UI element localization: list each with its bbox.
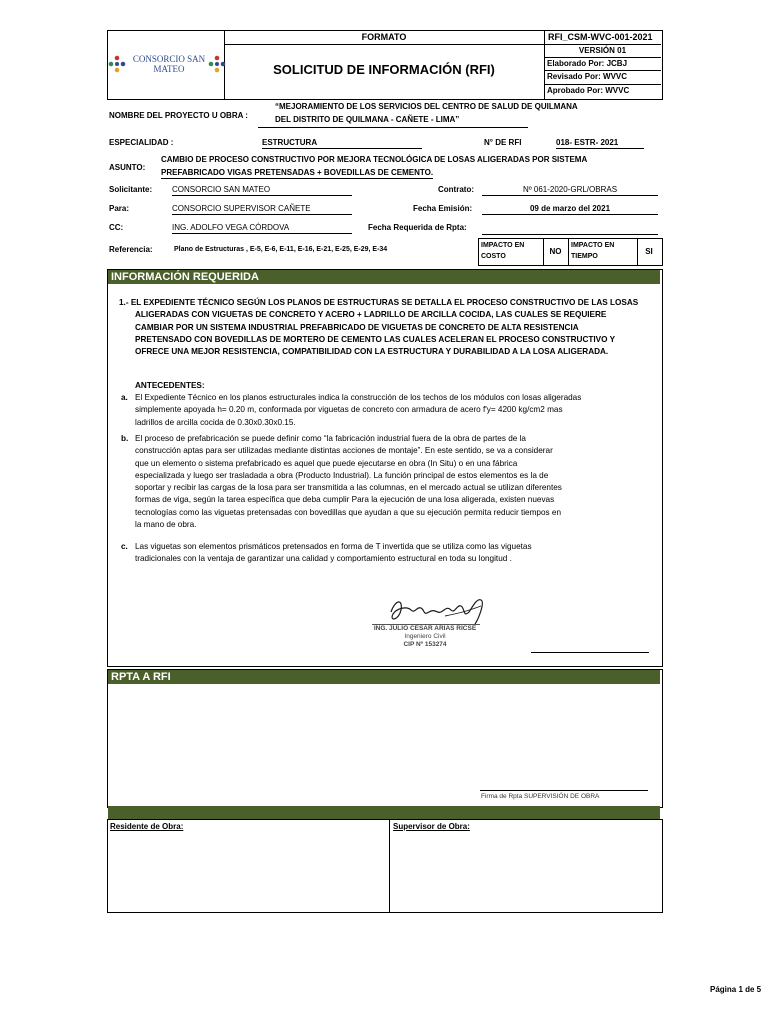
item-c-marker: c. (121, 542, 128, 551)
para-value: CONSORCIO SUPERVISOR CAÑETE (172, 204, 352, 215)
impacto-tiempo-value: SI (645, 247, 653, 256)
document-title: SOLICITUD DE INFORMACIÓN (RFI) (273, 62, 495, 77)
item-b-line: la mano de obra. (135, 520, 197, 530)
fecha-rpta-label: Fecha Requerida de Rpta: (368, 223, 467, 232)
engineer-signature (385, 592, 495, 628)
section-separator (108, 806, 660, 820)
rpta-response-area[interactable] (108, 686, 660, 803)
rpta-signature-line (480, 790, 648, 791)
page-number: Página 1 de 5 (710, 985, 762, 994)
item-b-line: construcción aptas para ser utilizadas mediante distintas acciones de montaje”. En este sentido, se va a considerar (135, 446, 553, 456)
signatures-divider (389, 819, 390, 912)
referencia-label: Referencia: (109, 245, 153, 254)
supervisor-label: Supervisor de Obra: (393, 822, 470, 831)
logo-emblem-icon (108, 55, 126, 73)
point-1 (119, 297, 659, 358)
header-divider (544, 57, 661, 58)
asunto-line2: PREFABRICADO VIGAS PRETENSADAS + BOVEDILLAS DE CEMENTO. (161, 168, 434, 177)
impacto-tiempo-label-1: IMPACTO EN (571, 242, 615, 249)
cc-label: CC: (109, 223, 124, 232)
rpta-firma-label: Firma de Rpta SUPERVISIÓN DE OBRA (481, 793, 600, 800)
stamp-line: ING. JULIO CESAR ARIAS RICSE (373, 625, 477, 632)
fecha-rpta-field (482, 234, 658, 235)
logo-text-line2: MATEO (153, 64, 185, 74)
item-b-line: que un elemento o sistema prefabricado es aquel que puede ejecutarse en obra (In Situ) o en una fábrica (135, 458, 518, 468)
contrato-value: Nº 061-2020-GRL/OBRAS (482, 185, 658, 196)
item-b (135, 433, 661, 531)
referencia-value: Plano de Estructuras , E-5, E-6, E-11, E-16, E-21, E-25, E-29, E-34 (174, 246, 388, 253)
item-b-line: tecnologías como las viguetas pretensadas con bovedillas que ayudan a que su ejecución permita reducir tiempos en (135, 507, 562, 517)
fecha-emision-value: 09 de marzo del 2021 (482, 204, 658, 215)
stamp-rule (372, 624, 480, 625)
solicitante-label: Solicitante: (109, 185, 153, 194)
asunto-label: ASUNTO: (109, 163, 146, 172)
item-a-line: El Expediente Técnico en los planos estructurales indica la construcción de los techos de los módulos con losas aligeradas (135, 393, 582, 402)
document-version: VERSIÓN 01 (578, 46, 627, 55)
rfi-no-value: 018- ESTR- 2021 (556, 138, 644, 149)
revisado-por: Revisado Por: WVVC (547, 72, 628, 81)
header-divider (544, 30, 545, 99)
rfi-no-label: N° DE RFI (484, 138, 522, 147)
especialidad-label: ESPECIALIDAD : (109, 138, 174, 147)
project-underline (258, 127, 528, 128)
fecha-emision-label: Fecha Emisión: (413, 204, 473, 213)
logo-text-line1: CONSORCIO SAN (132, 54, 206, 64)
item-b-line: formas de viga, según la tarea específica que deba cumplir Para la ejecución de una losa aligerada, existen nuevas (135, 495, 555, 505)
item-b-line: soportar y recibir las cargas de la losa para ser transmitida a las columnas, en el mercado actual se utilizan diferentes (135, 483, 562, 493)
item-a-marker: a. (121, 393, 128, 402)
stamp-line: CIP Nº 153274 (403, 641, 447, 648)
point-1-line: ALIGERADAS CON VIGUETAS DE CONCRETO Y ACERO + LADRILLO DE ARCILLA COCIDA, LAS CUALES SE REQUIERE (135, 310, 607, 320)
rpta-section-title: RPTA A RFI (108, 670, 660, 684)
item-b-marker: b. (121, 434, 129, 443)
item-b-line: especializada y luego ser trasladada a obra (Producto Industrial). La función principal de estos elementos es la de (135, 470, 549, 480)
formato-label: FORMATO (361, 32, 407, 42)
aprobado-por: Aprobado Por: WVVC (547, 86, 630, 95)
engineer-stamp (355, 625, 495, 649)
point-1-line: CAMBIAR POR UN SISTEMA INDUSTRIAL PREFABRICADO DE VIGUETAS DE CONCRETO DE ALTA RESISTENCIA (135, 322, 579, 332)
residente-label: Residente de Obra: (110, 822, 184, 831)
info-section-title: INFORMACIÓN REQUERIDA (108, 270, 660, 284)
stamp-line: Ingeniero Civil (404, 633, 446, 640)
asunto-line1: CAMBIO DE PROCESO CONSTRUCTIVO POR MEJORA TECNOLÓGICA DE LOSAS ALIGERADAS POR SISTEMA (161, 155, 588, 164)
impacto-tiempo-label (571, 240, 614, 262)
item-b-line: El proceso de prefabricación se puede definir como “la fabricación industrial fuera de la obra de partes de la (135, 434, 526, 443)
project-label: NOMBRE DEL PROYECTO U OBRA : (109, 111, 248, 120)
header-divider (224, 44, 661, 45)
impacto-costo-label-2: COSTO (481, 253, 506, 260)
impacto-costo-value: NO (549, 247, 562, 256)
antecedentes-heading: ANTECEDENTES: (135, 381, 205, 390)
para-label: Para: (109, 204, 130, 213)
signature-line (531, 652, 649, 653)
impacto-costo-label (481, 240, 524, 262)
point-1-line: OFRECE UNA MEJOR RESISTENCIA, COMPATIBILIDAD CON LA ESTRUCTURA Y DURABILIDAD A LA LOSA ALIGERADA. (135, 347, 609, 357)
project-name-line2: DEL DISTRITO DE QUILMANA - CAÑETE - LIMA” (275, 115, 460, 124)
elaborado-por: Elaborado Por: JCBJ (547, 59, 628, 68)
item-c (135, 541, 661, 566)
item-c-line: tradicionales con la ventaja de garantizar una calidad y comportamiento estructural en toda su longitud . (135, 554, 512, 564)
item-a-line: ladrillos de arcilla cocida de 0.30x0.30x0.15. (135, 417, 296, 427)
cc-value: ING. ADOLFO VEGA CÓRDOVA (172, 223, 352, 234)
solicitante-value: CONSORCIO SAN MATEO (172, 185, 352, 196)
signatures-box (107, 819, 663, 913)
document-code: RFI_CSM-WVC-001-2021 (548, 32, 653, 42)
header-divider (544, 84, 661, 85)
item-c-line: Las viguetas son elementos prismáticos pretensados en forma de T invertida que se utiliza como las viguetas (135, 542, 532, 551)
point-1-line: PRETENSADO CON BOVEDILLAS DE MORTERO DE CEMENTO LAS CUALES ACELERAN EL PROCESO CONSTRUCTIVO Y (135, 334, 616, 344)
contrato-label: Contrato: (438, 185, 474, 194)
impacto-tiempo-label-2: TIEMPO (571, 253, 598, 260)
especialidad-value: ESTRUCTURA (262, 138, 422, 149)
item-a-line: simplemente apoyada h= 0.20 m, conformada por viguetas de concreto con armadura de acero f'y= 4200 kg/cm2 mas (135, 405, 563, 415)
impacto-costo-label-1: IMPACTO EN (481, 242, 525, 249)
project-name-line1: “MEJORAMIENTO DE LOS SERVICIOS DEL CENTRO DE SALUD DE QUILMANA (275, 102, 578, 111)
point-1-line: 1.- EL EXPEDIENTE TÉCNICO SEGÚN LOS PLANOS DE ESTRUCTURAS SE DETALLA EL PROCESO CONSTRUCTIVO DE LAS LOSAS (119, 298, 639, 307)
company-logo (108, 52, 224, 76)
impact-divider (568, 238, 569, 265)
header-divider (544, 70, 661, 71)
item-a (135, 392, 661, 429)
